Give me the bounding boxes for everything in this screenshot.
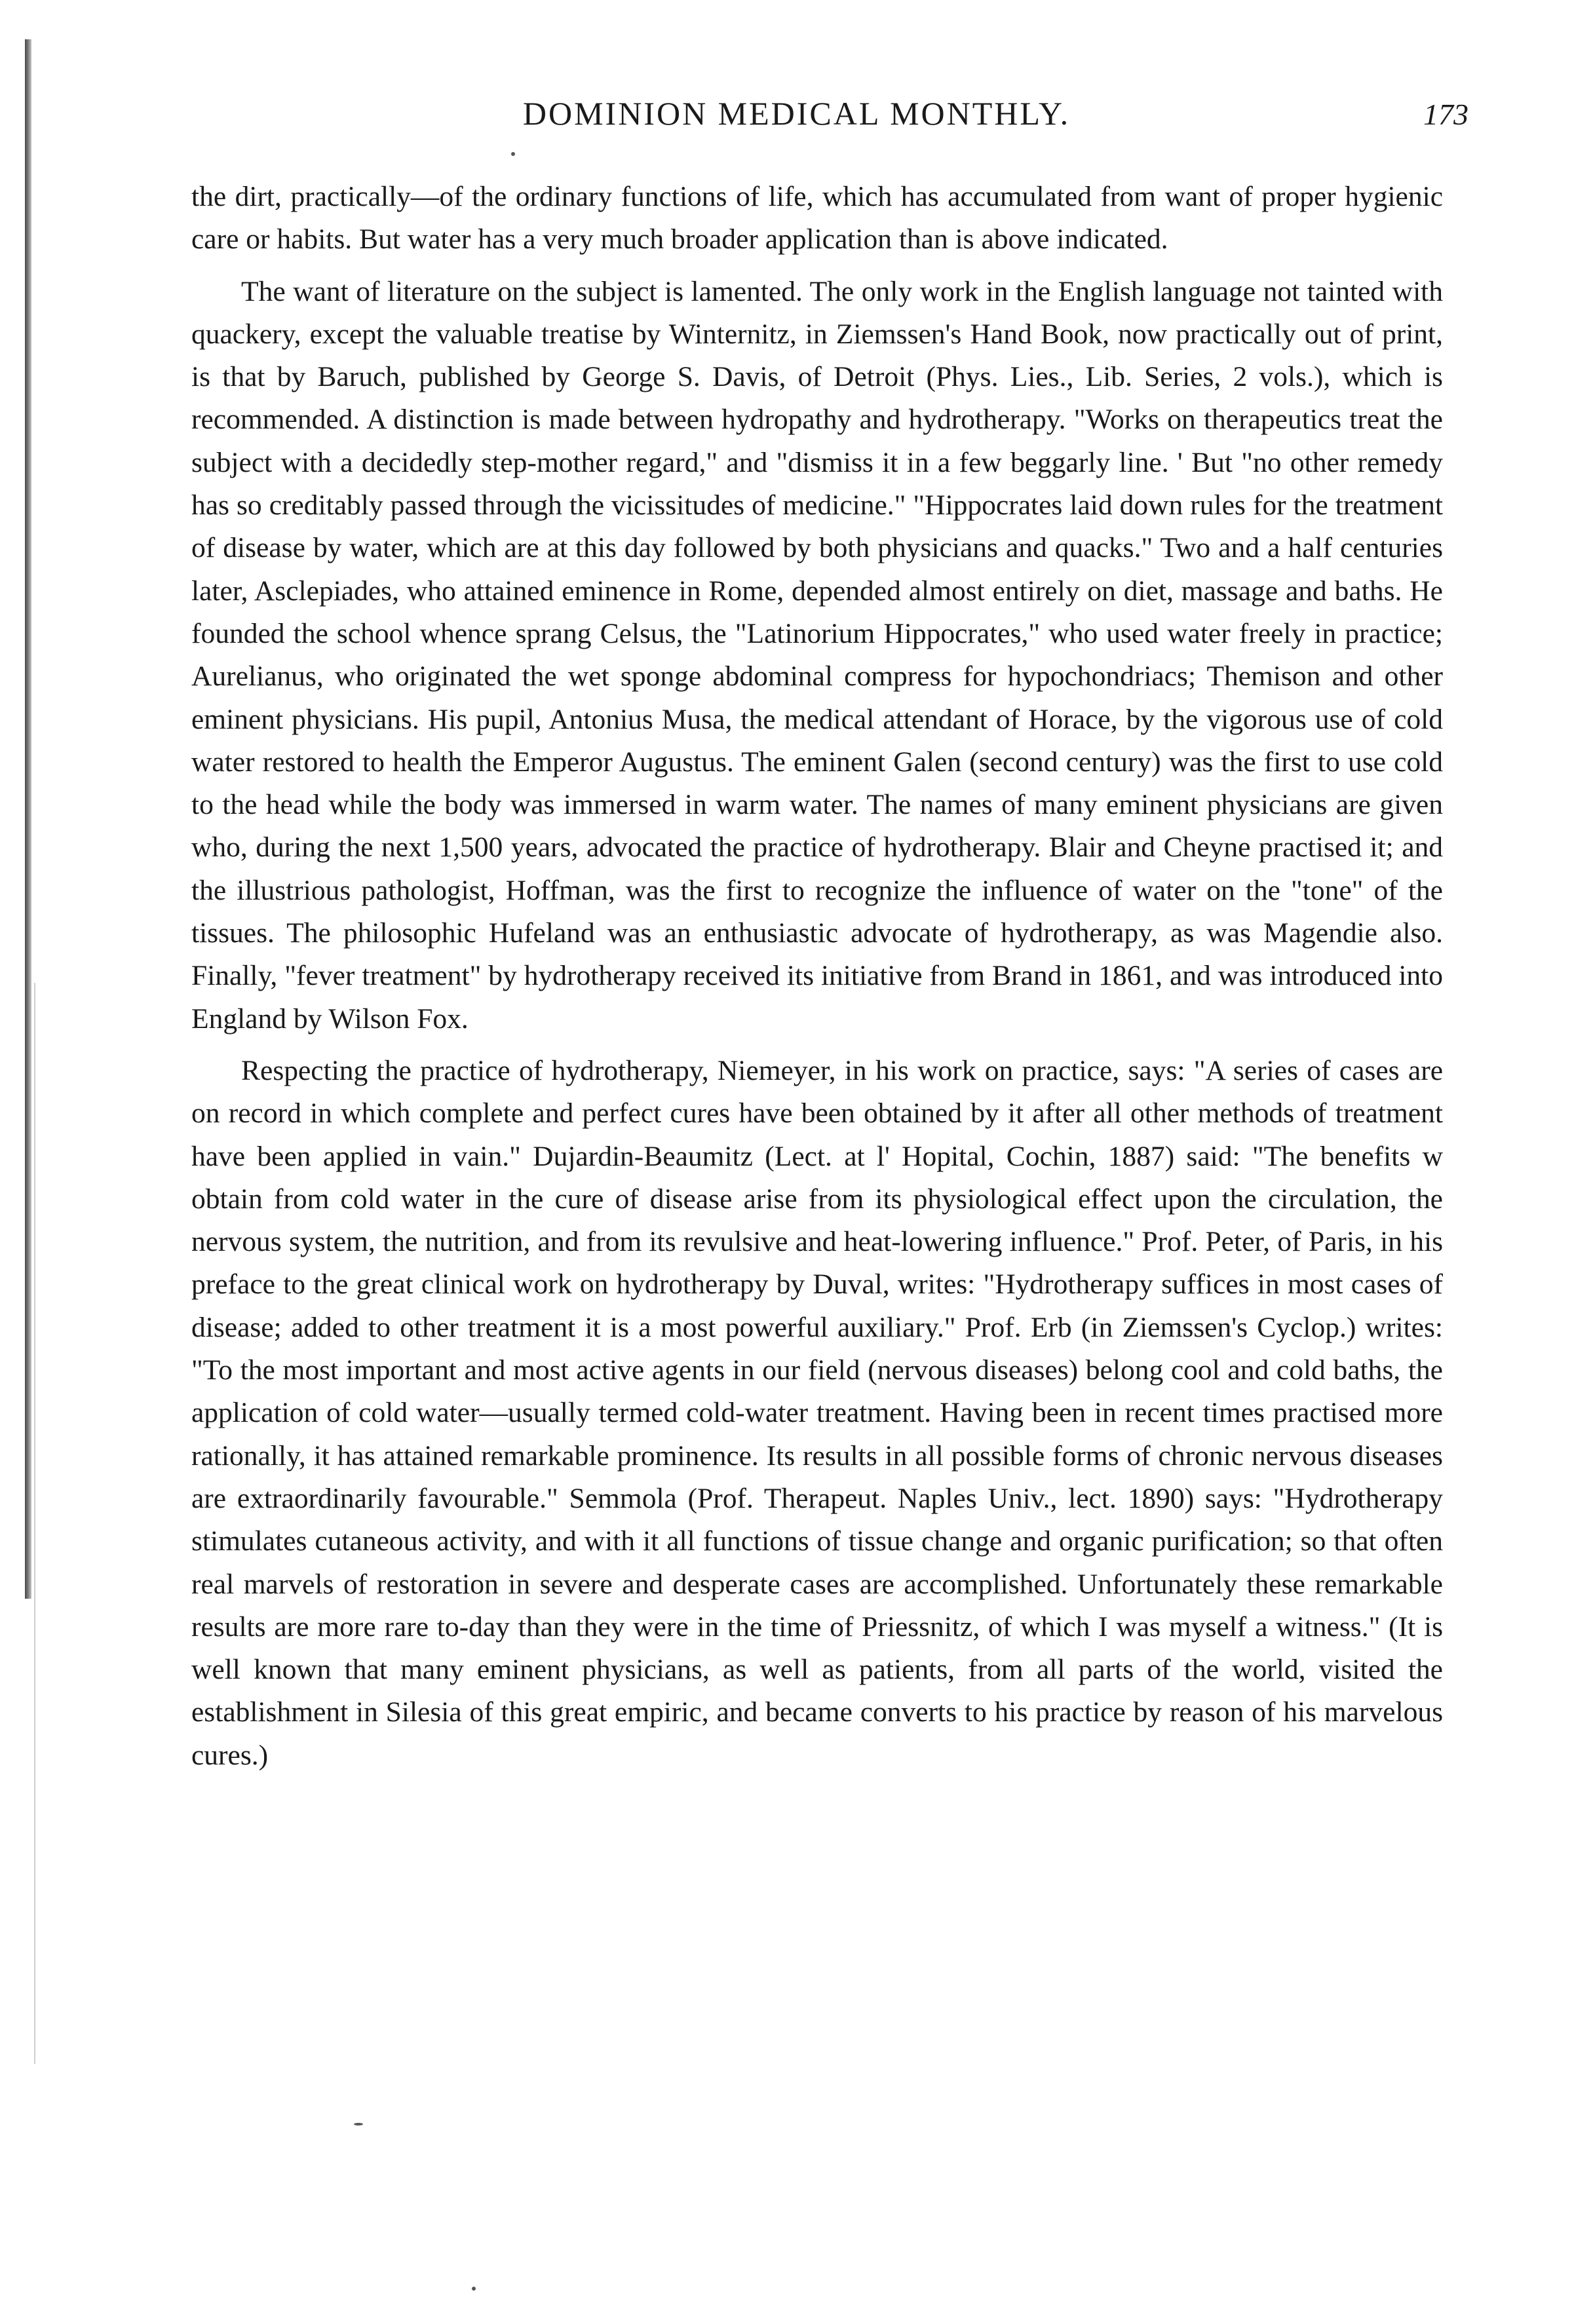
ink-speck xyxy=(354,2123,363,2125)
margin-line xyxy=(34,983,35,2064)
page-number: 173 xyxy=(1423,98,1468,131)
article-body xyxy=(191,176,1443,1786)
paragraph-continuation: the dirt, practically—of the ordinary functions of life, which has accumulated from want of proper hygienic care or habits. But water has a very much broader application than is above indicated. xyxy=(191,181,1443,256)
ink-speck xyxy=(511,152,515,156)
ink-speck xyxy=(472,2287,476,2291)
running-title: DOMINION MEDICAL MONTHLY. xyxy=(522,95,1071,132)
paragraph-practice: Respecting the practice of hydrotherapy, Niemeyer, in his work on practice, says: "A series of cases are on record in which complete and perfect cures have been obtained by it after all other methods of treatment have been applied in vain." Dujardin-Beaumitz (Lect. at l' Hopital, Cochin, 1887) said: "The benefits w obtain from cold water in the cure of disease arise from its physiological effect upon the circulation, the nervous system, the nutrition, and from its revulsive and heat-lowering influence." Prof. Peter, of Paris, in his preface to the great clinical work on hydrotherapy by Duval, writes: "Hydrotherapy suffices in most cases of disease; added to other treatment it is a most powerful auxiliary." Prof. Erb (in Ziemssen's Cyclop.) writes: "To the most important and most active agents in our field (nervous diseases) belong cool and cold baths, the application of cold water—usually termed cold-water treatment. Having been in recent times practised more rationally, it has attained remarkable prominence. Its results in all possible forms of chronic nervous diseases are extraordinarily favourable." Semmola (Prof. Therapeut. Naples Univ., lect. 1890) says: "Hydrotherapy stimulates cutaneous activity, and with it all functions of tissue change and organic purification; so that often real marvels of restoration in severe and desperate cases are accomplished. Unfortunately these remarkable results are more rare to-day than they were in the time of Priessnitz, of which I was myself a witness." (It is well known that many eminent physicians, as well as patients, from all parts of the world, visited the establishment in Silesia of this great empiric, and became converts to his practice by reason of his marvelous cures.) xyxy=(191,1054,1443,1771)
binding-edge-shadow xyxy=(25,39,31,1599)
paragraph-literature: The want of literature on the subject is lamented. The only work in the English language not tainted with quackery, except the valuable treatise by Winternitz, in Ziemssen's Hand Book, now practically out of print, is that by Baruch, published by George S. Davis, of Detroit (Phys. Lies., Lib. Series, 2 vols.), which is recommended. A distinction is made between hydropathy and hydrotherapy. "Works on therapeutics treat the subject with a decidedly step-mother regard," and "dismiss it in a few beggarly line. ' But "no other remedy has so creditably passed through the vicissitudes of medicine." "Hippocrates laid down rules for the treatment of disease by water, which are at this day followed by both physicians and quacks." Two and a half centuries later, Asclepiades, who attained eminence in Rome, depended almost entirely on diet, massage and baths. He founded the school whence sprang Celsus, the "Latinorium Hippocrates," who used water freely in practice; Aurelianus, who originated the wet sponge abdominal compress for hypochondriacs; Themison and other eminent physicians. His pupil, Antonius Musa, the medical attendant of Horace, by the vigorous use of cold water restored to health the Emperor Augustus. The eminent Galen (second century) was the first to use cold to the head while the body was immersed in warm water. The names of many eminent physicians are given who, during the next 1,500 years, advocated the practice of hydrotherapy. Blair and Cheyne practised it; and the illustrious pathologist, Hoffman, was the first to recognize the influence of water on the "tone" of the tissues. The philosophic Hufeland was an enthusiastic advocate of hydrotherapy, as was Magendie also. Finally, "fever treatment" by hydrotherapy received its initiative from Brand in 1861, and was introduced into England by Wilson Fox. xyxy=(191,275,1443,1035)
